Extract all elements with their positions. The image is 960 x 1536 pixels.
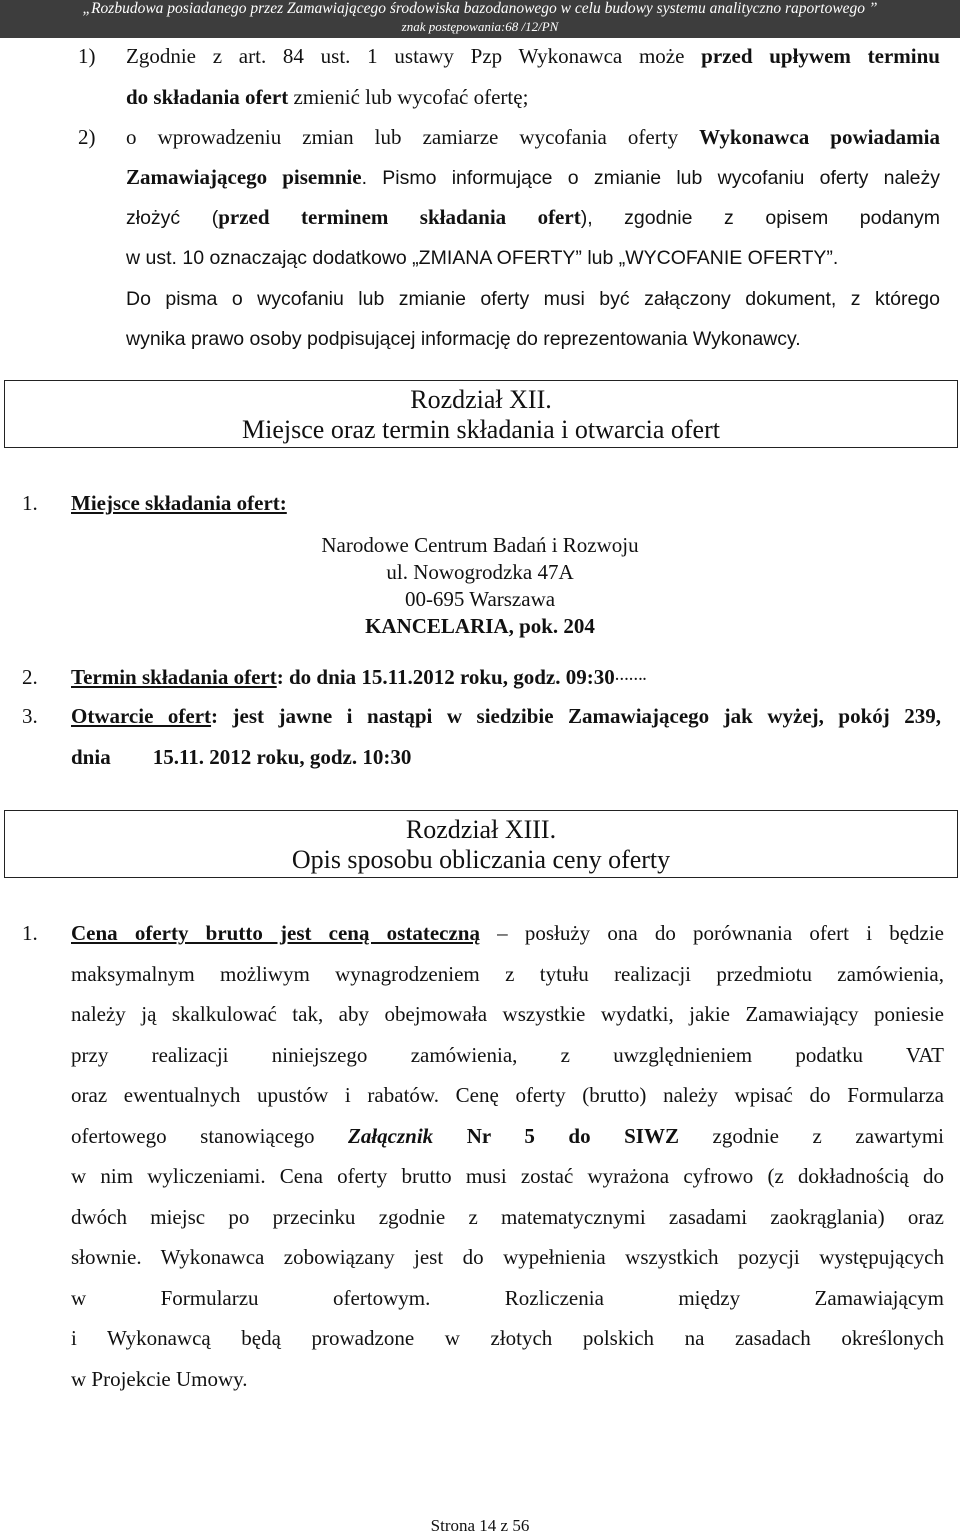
text-line: do składania ofert zmienić lub wycofać ofertę; — [126, 85, 529, 109]
list-number: 1) — [78, 44, 96, 68]
address-line: 00-695 Warszawa — [404, 587, 556, 611]
address-line: KANCELARIA, pok. 204 — [365, 614, 595, 638]
item-number: 3. — [22, 704, 38, 728]
text-line: wynika prawo osoby podpisującej informację do reprezentowania Wykonawcy. — [126, 328, 801, 350]
text-line: złożyć (przed terminem składania ofert), zgodnie z opisem podanym — [126, 205, 940, 229]
opening-date-line: dnia 15.11. 2012 roku, godz. 10:30 — [71, 745, 412, 769]
text-line: Do pisma o wycofaniu lub zmianie oferty musi być załączony dokument, z którego — [126, 288, 940, 310]
text-line: i Wykonawcą będą prowadzone w złotych polskich na zasadach określonych — [71, 1326, 944, 1350]
chapter-12-heading — [4, 380, 958, 448]
text-line: dwóch miejsc po przecinku zgodnie z matematycznymi zasadami zaokrąglania) oraz — [71, 1205, 944, 1229]
list-number: 2) — [78, 125, 96, 149]
section-label: Miejsce składania ofert: — [71, 491, 287, 515]
text-line: należy ją skalkulować tak, aby obejmowała wszystkie wydatki, jakie Zamawiający poniesie — [71, 1002, 944, 1026]
chapter-title: Rozdział XII. — [410, 385, 552, 414]
chapter-subtitle: Opis sposobu obliczania ceny oferty — [291, 845, 671, 874]
address-line: ul. Nowogrodzka 47A — [386, 560, 574, 584]
chapter-title: Rozdział XIII. — [405, 815, 557, 844]
address-line: Narodowe Centrum Badań i Rozwoju — [321, 533, 639, 557]
text-line: o wprowadzeniu zmian lub zamiarze wycofania oferty Wykonawca powiadamia — [126, 125, 940, 149]
item-number: 1. — [22, 491, 38, 515]
deadline-line: Termin składania ofert: do dnia 15.11.2012 roku, godz. 09:30……. — [71, 665, 647, 689]
document-header — [0, 0, 960, 38]
chapter-subtitle: Miejsce oraz termin składania i otwarcia ofert — [242, 415, 720, 444]
text-line: przy realizacji niniejszego zamówienia, z uwzględnieniem podatku VAT — [71, 1043, 944, 1067]
text-line: ofertowego stanowiącego Załącznik Nr 5 do SIWZ zgodnie z zawartymi — [71, 1124, 944, 1148]
page-number: Strona 14 z 56 — [430, 1516, 530, 1535]
text-line: w Projekcie Umowy. — [71, 1367, 248, 1391]
item-number: 1. — [22, 921, 38, 945]
text-line: Zgodnie z art. 84 ust. 1 ustawy Pzp Wykonawca może przed upływem terminu — [126, 44, 940, 68]
text-line: w nim wyliczeniami. Cena oferty brutto musi zostać wyrażona cyfrowo (z dokładnością do — [71, 1164, 944, 1188]
opening-line: Otwarcie ofert: jest jawne i nastąpi w siedzibie Zamawiającego jak wyżej, pokój 239, — [71, 704, 941, 728]
text-line: słownie. Wykonawca zobowiązany jest do wypełnienia wszystkich pozycji występujących — [71, 1245, 944, 1269]
item-number: 2. — [22, 665, 38, 689]
project-title: „Rozbudowa posiadanego przez Zamawiającego środowiska bazodanowego w celu budowy systemu analityczno raportowego ” — [82, 0, 878, 17]
text-line: oraz ewentualnych upustów i rabatów. Cenę oferty (brutto) należy wpisać do Formularza — [71, 1083, 944, 1107]
text-line: maksymalnym możliwym wynagrodzeniem z tytułu realizacji przedmiotu zamówienia, — [71, 962, 944, 986]
chapter-13-heading — [4, 810, 958, 878]
text-line: Cena oferty brutto jest ceną ostateczną – posłuży ona do porównania ofert i będzie — [71, 921, 945, 945]
text-line: w ust. 10 oznaczając dodatkowo „ZMIANA OFERTY” lub „WYCOFANIE OFERTY”. — [126, 247, 839, 269]
text-line: Zamawiającego pisemnie. Pismo informujące o zmianie lub wycofaniu oferty należy — [126, 165, 940, 189]
text-line: w Formularzu ofertowym. Rozliczenia między Zamawiającym — [71, 1286, 944, 1310]
reference-number: znak postępowania:68 /12/PN — [401, 19, 559, 34]
